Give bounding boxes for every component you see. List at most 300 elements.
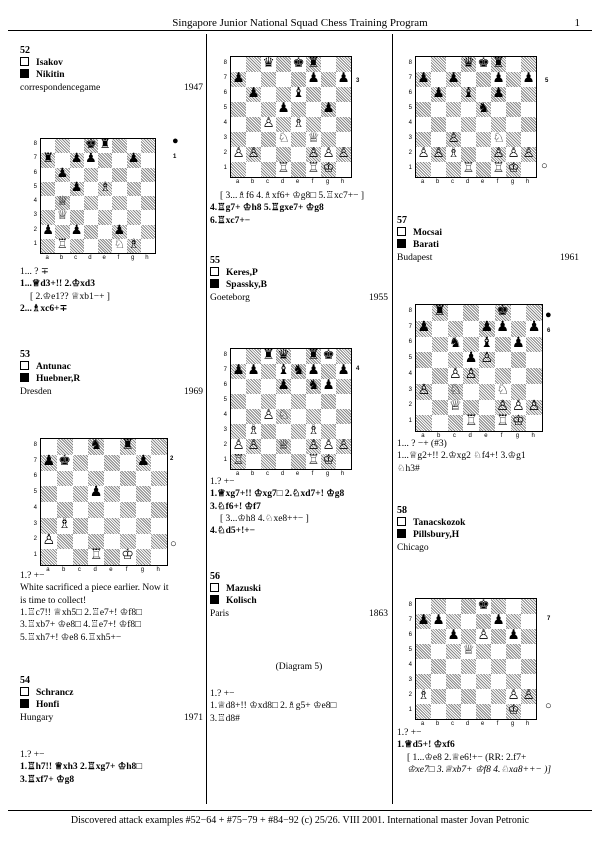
black-pawn-icon: ♟ [322,100,335,116]
light-square [491,704,506,719]
rank-label: 5 [408,355,412,362]
header-title: Singapore Junior National Squad Chess Training Program [172,17,428,29]
black-king-icon: ♚ [496,303,509,319]
light-square [73,471,89,487]
rank-label: 7 [223,366,227,373]
rank-label: 6 [33,473,37,480]
column-1 [20,34,203,804]
light-square [231,117,246,132]
example-58: 58 Tanacskozok Pillsbury,H Chicago [397,505,466,553]
black-pawn-icon: ♟ [70,179,83,195]
light-square [506,57,521,72]
light-square [432,384,448,400]
light-square [136,471,152,487]
black-pawn-icon: ♟ [496,318,509,335]
file-label: b [435,721,440,727]
rank-label: 4 [223,119,227,126]
rank-label: 5 [223,104,227,111]
diagram-label: 5 [545,78,549,84]
black-square-icon [20,69,29,78]
white-rook-icon: ♖ [56,236,69,252]
moves-58: 1.? +− 1.♕d5+! ♔xf6 [ 1...♔e8 2.♕e6!+− (RR: 2.f7+ ♔xe7□ 3.♕xb7+ ♔f8 4.♘xa8++− )] [397,728,552,776]
light-square [231,87,246,102]
white-knight-icon: ♘ [277,407,290,423]
white-pawn-icon: ♙ [432,145,445,161]
file-label: a [235,179,240,185]
white-pawn-icon: ♙ [417,381,431,398]
file-label: f [311,179,314,185]
light-square [291,147,306,162]
file-label: d [280,179,285,185]
black-pawn-icon: ♟ [85,151,97,167]
black-pawn-icon: ♟ [232,70,245,86]
rank-label: 6 [408,89,412,96]
white-pawn-icon: ♙ [262,115,275,131]
rank-label: 1 [223,164,227,171]
rank-label: 7 [33,457,37,464]
light-square [511,368,527,384]
moves-col2-top: [ 3...♗f6 4.♗xf6+ ♔g8□ 5.♖xc7+− ] 4.♖g7+ ♔h8 5.♖gxe7+ ♔g8 6.♖xc7+− [210,191,364,226]
page-header [8,14,592,31]
file-label: f [117,255,120,261]
light-square [431,162,446,177]
file-label: e [484,433,488,439]
white-pawn-icon: ♙ [307,145,320,161]
rank-label: 7 [223,74,227,81]
light-square [291,409,306,424]
file-label: g [325,471,330,477]
black-pawn-icon: ♟ [522,70,535,86]
light-square [231,379,246,394]
diagram-label: 7 [547,616,551,622]
black-square-icon [397,529,406,538]
light-square [57,486,73,502]
white-king-icon: ♔ [512,413,525,430]
light-square [416,87,431,102]
black-pawn-icon: ♟ [512,334,525,351]
black-king-icon: ♚ [292,55,305,71]
light-square [127,196,141,210]
black-pawn-icon: ♟ [527,318,541,335]
black-king-icon: ♚ [477,55,490,71]
white-queen-icon: ♕ [56,208,69,224]
rank-label: 8 [408,307,412,314]
rank-label: 6 [33,169,37,176]
black-pawn-icon: ♟ [113,222,126,238]
white-pawn-icon: ♙ [492,145,505,161]
black-rook-icon: ♜ [307,55,320,71]
white-bishop-icon: ♗ [417,687,430,703]
rank-label: 6 [223,89,227,96]
black-pawn-icon: ♟ [492,612,505,628]
light-square [261,87,276,102]
black-pawn-icon: ♟ [417,70,430,86]
light-square [136,534,152,550]
black-pawn-icon: ♟ [42,452,56,469]
black-pawn-icon: ♟ [247,362,260,378]
light-square [104,502,120,518]
black-square-icon [397,239,406,248]
rank-label: 1 [33,552,37,559]
white-pawn-icon: ♙ [232,437,245,453]
light-square [506,659,521,674]
file-label: b [61,567,66,573]
rank-label: 4 [408,119,412,126]
light-square [41,502,57,518]
black-rook-icon: ♜ [121,437,134,453]
rank-label: 2 [408,691,412,698]
file-label: h [340,471,345,477]
black-knight-icon: ♞ [477,100,490,116]
chess-board [415,304,543,432]
example-57: 57 Mocsai Barati Budapest 1961 [397,215,579,263]
light-square [461,132,476,147]
light-square [84,210,98,224]
rank-label: 2 [223,441,227,448]
black-king-icon: ♚ [58,452,71,469]
rank-label: 8 [408,59,412,66]
white-square-icon [20,361,29,370]
light-square [246,162,261,177]
example-number: 52 [20,45,30,56]
light-square [112,153,126,167]
white-pawn-icon: ♙ [507,687,520,703]
file-label: b [250,179,255,185]
light-square [276,72,291,87]
rank-label: 6 [223,381,227,388]
light-square [336,394,351,409]
black-pawn-icon: ♟ [464,350,478,367]
black-king-icon: ♚ [85,137,97,152]
white-pawn-icon: ♙ [232,145,245,161]
light-square [141,239,155,253]
black-pawn-icon: ♟ [70,151,83,167]
white-rook-icon: ♖ [492,160,505,176]
black-to-move-icon: ● [172,135,179,147]
light-square [491,102,506,117]
light-square [41,168,55,182]
rank-label: 7 [408,74,412,81]
black-pawn-icon: ♟ [70,222,83,238]
file-label: c [77,567,81,573]
light-square [336,162,351,177]
black-pawn-icon: ♟ [232,362,245,378]
chess-board [230,56,352,178]
file-label: f [125,567,128,573]
rank-label: 1 [408,706,412,713]
file-label: h [531,433,535,439]
moves-56: 1.? +− 1.♕d8+!! ♔xd8□ 2.♗g5+ ♔e8□ 3.♖d8# [210,689,337,724]
column-3 [397,34,583,804]
black-to-move-icon: ● [545,309,552,321]
rank-label: 3 [33,212,37,219]
light-square [321,57,336,72]
rank-label: 2 [408,402,412,409]
light-square [461,614,476,629]
light-square [521,614,536,629]
rank-label: 3 [33,520,37,527]
light-square [112,182,126,196]
white-pawn-icon: ♙ [417,145,430,161]
black-player: Huebner,R [20,373,203,385]
rank-label: 1 [408,164,412,171]
black-pawn-icon: ♟ [432,85,445,101]
rank-label: 3 [223,426,227,433]
light-square [432,321,448,337]
light-square [476,117,491,132]
file-label: d [465,721,470,727]
white-pawn-icon: ♙ [42,531,56,548]
file-label: a [420,721,425,727]
black-rook-icon: ♜ [307,347,320,363]
white-pawn-icon: ♙ [247,145,260,161]
white-pawn-icon: ♙ [477,627,490,643]
white-rook-icon: ♖ [232,452,245,468]
black-knight-icon: ♞ [89,437,103,453]
light-square [41,471,57,487]
light-square [104,439,120,455]
black-square-icon [210,279,219,288]
light-square [104,471,120,487]
file-label: a [46,567,50,573]
white-pawn-icon: ♙ [512,397,525,414]
black-bishop-icon: ♝ [462,85,475,101]
file-label: h [525,721,530,727]
move-line: 1... ? ∓ [20,267,49,277]
rank-label: 4 [408,370,412,377]
light-square [416,629,431,644]
file-label: h [156,567,160,573]
rank-label: 8 [408,601,412,608]
white-to-move-icon: ○ [541,160,548,172]
white-pawn-icon: ♙ [447,130,460,146]
file-label: h [145,255,149,261]
light-square [261,379,276,394]
light-square [432,415,448,431]
white-king-icon: ♔ [507,160,520,176]
light-square [141,210,155,224]
black-king-icon: ♚ [477,597,490,613]
light-square [461,102,476,117]
white-pawn-icon: ♙ [307,437,320,453]
file-label: b [435,179,440,185]
light-square [306,102,321,117]
file-label: a [45,255,49,261]
rank-label: 8 [33,141,37,148]
event-line: Dresden 1969 [20,386,203,397]
white-square-icon [397,227,406,236]
black-pawn-icon: ♟ [480,318,494,335]
white-rook-icon: ♖ [89,547,103,564]
white-bishop-icon: ♗ [127,236,140,252]
light-square [476,689,491,704]
rank-label: 1 [33,240,37,247]
file-label: g [510,721,515,727]
light-square [521,644,536,659]
chess-board [40,438,168,566]
white-square-icon [397,517,406,526]
rank-label: 5 [33,489,37,496]
black-knight-icon: ♞ [307,377,320,393]
white-player: Antunac [20,361,203,373]
light-square [521,704,536,719]
white-knight-icon: ♘ [277,130,290,146]
rank-label: 3 [408,676,412,683]
black-rook-icon: ♜ [433,303,446,319]
light-square [141,182,155,196]
light-square [120,518,136,534]
light-square [276,454,291,469]
white-to-move-icon: ○ [545,700,552,712]
file-label: c [451,179,454,185]
file-label: b [59,255,64,261]
rank-label: 2 [33,226,37,233]
file-label: c [451,721,454,727]
white-knight-icon: ♘ [496,381,509,398]
rank-label: 2 [408,149,412,156]
black-queen-icon: ♛ [262,55,275,71]
rank-label: 2 [33,536,37,543]
white-pawn-icon: ♙ [322,145,335,161]
file-label: e [480,179,485,185]
light-square [120,486,136,502]
file-label: c [266,179,269,185]
light-square [151,518,167,534]
page-number: 1 [574,17,580,29]
light-square [104,534,120,550]
light-square [141,153,155,167]
black-pawn-icon: ♟ [56,165,69,181]
light-square [446,599,461,614]
black-rook-icon: ♜ [262,347,275,363]
moves-54: 1.? +− 1.♖h7!! ♕xh3 2.♖xg7+ ♔h8□ 3.♖xf7+ ♔g8 [20,750,143,785]
light-square [41,196,55,210]
example-52 [20,44,203,94]
white-pawn-icon: ♙ [247,437,260,453]
rank-label: 7 [33,155,37,162]
white-square-icon [20,687,29,696]
diagram-label: 1 [173,154,177,160]
light-square [246,394,261,409]
black-player: Nikitin [20,69,203,81]
light-square [336,102,351,117]
light-square [431,102,446,117]
light-square [416,117,431,132]
white-pawn-icon: ♙ [527,397,541,414]
rank-label: 6 [408,339,412,346]
file-label: e [295,179,300,185]
white-king-icon: ♔ [322,452,335,468]
black-king-icon: ♚ [322,347,335,363]
light-square [521,162,536,177]
black-pawn-icon: ♟ [492,70,505,86]
file-label: f [496,721,499,727]
rank-label: 3 [408,134,412,141]
black-bishop-icon: ♝ [480,334,494,351]
light-square [491,644,506,659]
black-pawn-icon: ♟ [322,377,335,393]
black-pawn-icon: ♟ [447,70,460,86]
light-square [506,117,521,132]
rank-label: 1 [223,456,227,463]
white-rook-icon: ♖ [307,452,320,468]
light-square [261,439,276,454]
white-pawn-icon: ♙ [337,437,350,453]
light-square [461,704,476,719]
light-square [151,486,167,502]
light-square [98,196,112,210]
white-to-move-icon: ○ [170,538,177,550]
rank-label: 5 [408,646,412,653]
file-label: a [235,471,240,477]
light-square [321,117,336,132]
file-label: a [421,433,425,439]
light-square [151,549,167,565]
light-square [88,455,104,471]
move-line: 1...♕d3+!! 2.♔xd3 [20,279,95,290]
black-pawn-icon: ♟ [337,70,350,86]
white-knight-icon: ♘ [449,381,462,398]
light-square [291,439,306,454]
file-label: d [280,471,285,477]
rank-label: 3 [408,386,412,393]
light-square [246,454,261,469]
light-square [448,305,464,321]
white-rook-icon: ♖ [496,413,509,430]
light-square [506,599,521,614]
column-divider [206,34,207,804]
chess-board [415,56,537,178]
light-square [479,368,495,384]
example-55: 55 Keres,P Spassky,B Goeteborg 1955 [210,255,388,303]
diagram-reference: (Diagram 5) [275,662,323,672]
white-king-icon: ♔ [322,160,335,176]
file-label: c [74,255,78,261]
light-square [521,102,536,117]
file-label: f [496,179,499,185]
light-square [506,87,521,102]
rank-label: 8 [223,59,227,66]
file-label: c [266,471,269,477]
black-pawn-icon: ♟ [432,612,445,628]
light-square [120,455,136,471]
black-pawn-icon: ♟ [307,70,320,86]
rank-label: 2 [223,149,227,156]
white-knight-icon: ♘ [113,236,126,252]
black-rook-icon: ♜ [99,137,111,152]
white-pawn-icon: ♙ [449,366,462,382]
black-square-icon [20,699,29,708]
white-bishop-icon: ♗ [307,422,320,438]
black-pawn-icon: ♟ [417,612,430,628]
white-bishop-icon: ♗ [99,179,111,195]
light-square [306,394,321,409]
white-bishop-icon: ♗ [447,145,460,161]
rank-label: 7 [408,616,412,623]
move-line: [ 2.♔e1?? ♕xb1−+ ] [30,291,110,302]
white-pawn-icon: ♙ [507,145,520,161]
column-2 [210,34,388,804]
white-pawn-icon: ♙ [262,407,275,423]
chess-board [40,138,156,254]
rank-label: 3 [223,134,227,141]
file-label: e [109,567,113,573]
light-square [463,384,479,400]
white-king-icon: ♔ [507,702,520,718]
file-label: f [500,433,503,439]
light-square [73,534,89,550]
diagram-label: 3 [356,78,360,84]
